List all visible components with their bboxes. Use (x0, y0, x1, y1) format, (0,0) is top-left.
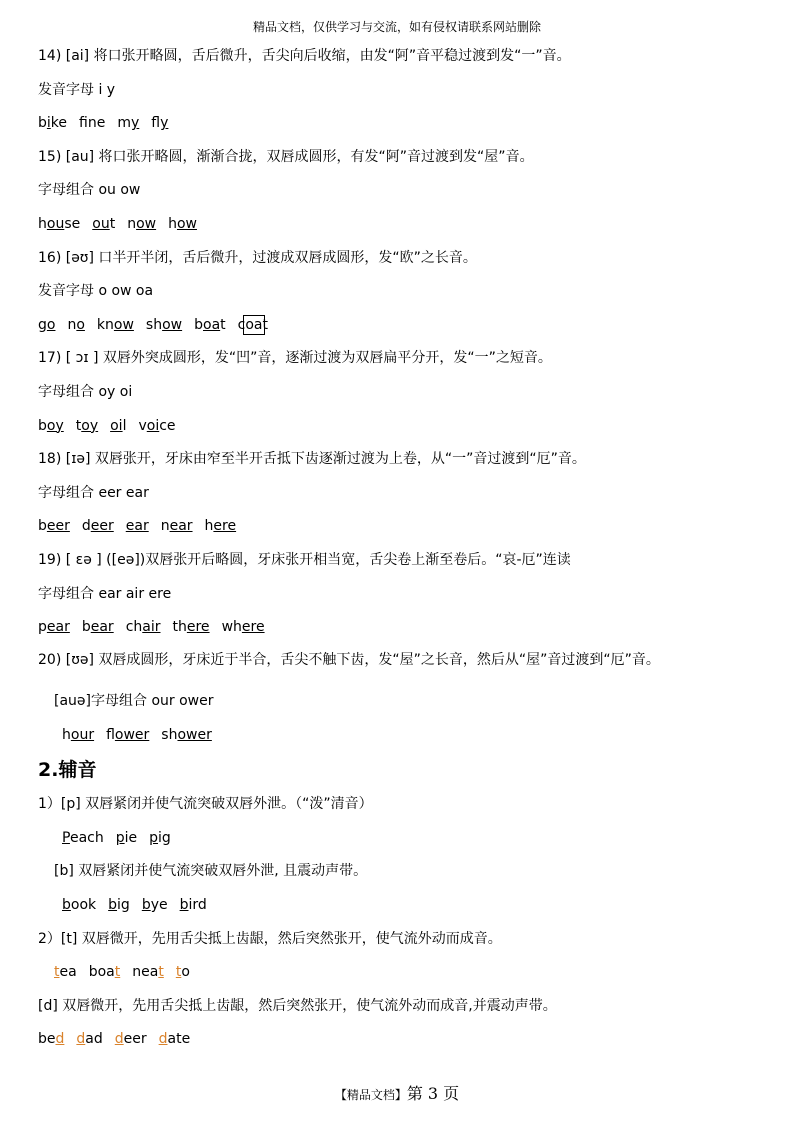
example-word: where (221, 619, 265, 636)
section-heading-consonants: 2.辅音 (38, 759, 97, 782)
vowel-14-letters: 发音字母 i y (38, 81, 116, 98)
example-word: neat (132, 964, 164, 981)
example-word: house (38, 215, 81, 232)
example-word: deer (81, 518, 114, 535)
boxed-word: coat (237, 316, 269, 333)
example-word: shower (161, 726, 212, 743)
example-word: boy (38, 417, 64, 434)
page-footer (0, 1081, 794, 1104)
example-word: chair (125, 619, 161, 636)
vowel-15-desc: 15) [au] 将口张开略圆，渐渐合拢，双唇成圆形，有发“阿”音过渡到发“屋”音。 (38, 148, 534, 165)
vowel-19-letters: 字母组合 ear air ere (38, 585, 172, 602)
example-word: dad (76, 1031, 103, 1048)
example-word: pig (149, 829, 171, 846)
consonant-d-examples (38, 1029, 768, 1049)
vowel-17-desc: 17) [ ɔɪ ] 双唇外突成圆形，发“凹”音，逐渐过渡为双唇扁平分开，发“一”之短音。 (38, 350, 552, 367)
vowel-16-letters: 发音字母 o ow oa (38, 283, 154, 300)
example-word: to (175, 964, 190, 981)
example-word: bye (141, 897, 168, 914)
example-word: bike (38, 115, 68, 132)
example-word: hour (62, 726, 95, 743)
vowel-15-letters: 字母组合 ou ow (38, 182, 141, 199)
vowel-20-examples (38, 725, 768, 745)
page-header: 精品文档，仅供学习与交流，如有侵权请联系网站删除 (252, 20, 541, 34)
consonant-b-desc: [b] 双唇紧闭并使气流突破双唇外泄, 且震动声带。 (54, 863, 368, 880)
consonant-t-desc: 2）[t] 双唇微开，先用舌尖抵上齿龈，然后突然张开，使气流外动而成音。 (38, 930, 502, 947)
example-word: my (117, 115, 140, 132)
example-word: pie (115, 829, 138, 846)
vowel-19-examples (38, 617, 768, 637)
vowel-18-desc: 18) [ɪə] 双唇张开，牙床由窄至半开舌抵下齿逐渐过渡为上卷，从“一”音过渡到“厄”音。 (38, 451, 586, 468)
vowel-20-desc: 20) [ʊə] 双唇成圆形，牙床近于半合，舌尖不触下齿，发“屋”之长音，然后从“屋”音过渡到“厄”音。 (38, 651, 660, 668)
example-word: tea (54, 964, 77, 981)
vowel-16-desc: 16) [əʊ] 口半开半闭，舌后微升，过渡成双唇成圆形，发“欧”之长音。 (38, 249, 477, 266)
example-word: pear (38, 619, 70, 636)
example-word: now (127, 215, 157, 232)
example-word: ear (125, 518, 149, 535)
example-word: flower (106, 726, 150, 743)
example-word: book (62, 897, 97, 914)
example-word: go (38, 316, 56, 333)
vowel-15-examples (38, 214, 768, 234)
example-word: boat (194, 316, 226, 333)
example-word: big (108, 897, 130, 914)
example-word: out (92, 215, 116, 232)
vowel-16-examples (38, 315, 768, 335)
example-word: bed (38, 1031, 65, 1048)
vowel-18-letters: 字母组合 eer ear (38, 484, 149, 501)
example-word: date (158, 1031, 191, 1048)
example-word: fly (151, 115, 169, 132)
example-word: bear (81, 619, 114, 636)
consonant-t-examples (38, 962, 768, 982)
example-word: show (145, 316, 183, 333)
vowel-14-desc: 14) [ai] 将口张开略圆，舌后微升，舌尖向后收缩，由发“阿”音平稳过渡到发“一”音。 (38, 48, 571, 64)
example-word: Peach (62, 829, 104, 846)
vowel-19-desc: 19) [ ɛə ] ([eə])双唇张开后略圆，牙床张开相当宽，舌尖卷上渐至卷后。“哀-厄”连读 (38, 551, 571, 568)
vowel-14-examples (38, 113, 768, 133)
example-word: deer (114, 1031, 147, 1048)
consonant-b-examples (38, 895, 768, 915)
footer-label: 【精品文档】 (334, 1088, 407, 1102)
example-word: beer (38, 518, 70, 535)
consonant-d-desc: [d] 双唇微开，先用舌尖抵上齿龈，然后突然张开，使气流外动而成音,并震动声带。 (38, 997, 557, 1014)
example-word: near (160, 518, 193, 535)
document-body (38, 46, 768, 1063)
example-word: there (172, 619, 210, 636)
vowel-17-examples (38, 416, 768, 436)
example-word: bird (179, 897, 207, 914)
example-word: fne (79, 115, 106, 132)
consonant-p-examples (38, 828, 768, 848)
vowel-20-letters: [auə]字母组合 our ower (54, 693, 214, 710)
example-word: how (168, 215, 197, 232)
example-word: oil (110, 417, 127, 434)
consonant-p-desc: 1）[p] 双唇紧闭并使气流突破双唇外泄。（“泼”清音） (38, 796, 373, 813)
example-word: here (204, 518, 237, 535)
example-word: voice (138, 417, 176, 434)
example-word: no (67, 316, 85, 333)
example-word: toy (75, 417, 99, 434)
vowel-18-examples (38, 516, 768, 536)
example-word: boat (88, 964, 121, 981)
example-word: know (96, 316, 134, 333)
page-number: 第 3 页 (406, 1084, 460, 1103)
vowel-17-letters: 字母组合 oy oi (38, 383, 133, 400)
